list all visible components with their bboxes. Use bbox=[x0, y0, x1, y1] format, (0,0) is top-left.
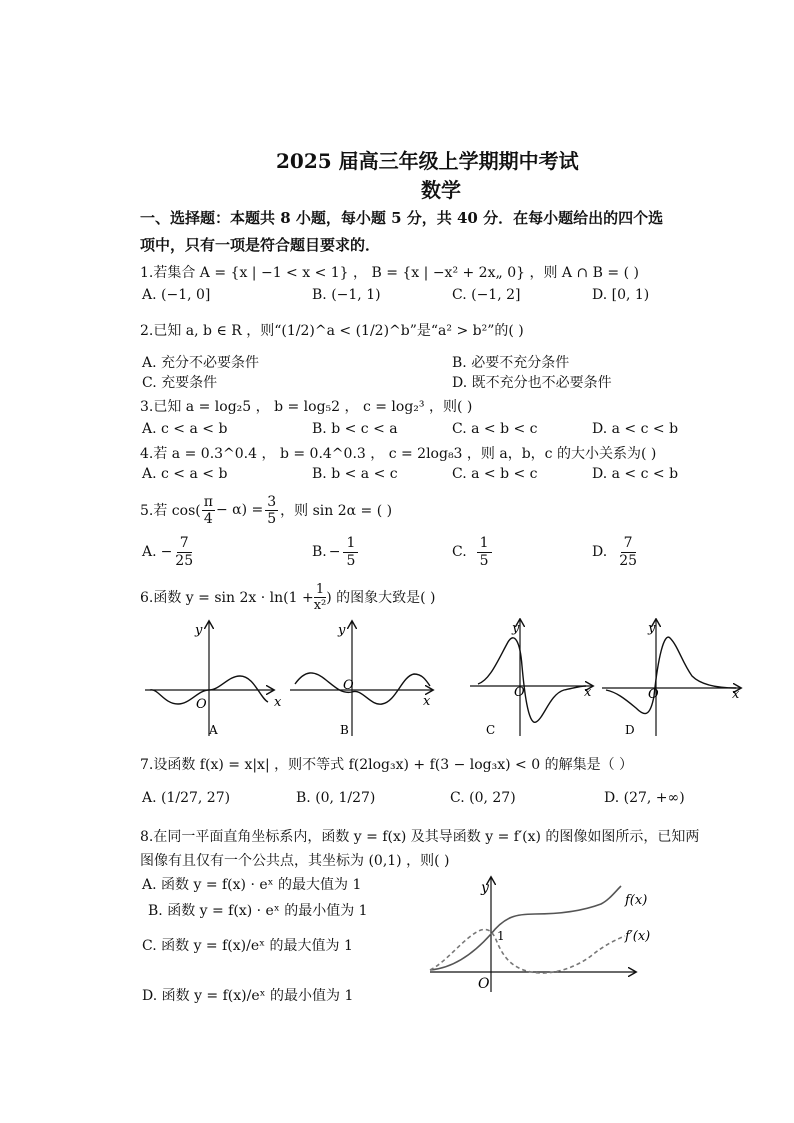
q6-frac-num: 1 bbox=[315, 581, 325, 597]
q6-a-origin: O bbox=[196, 697, 207, 712]
q6-d-y-label: y bbox=[648, 621, 656, 636]
q3-option-c: C. a < b < c bbox=[452, 421, 538, 437]
q6-stem bbox=[140, 578, 436, 616]
q5-option-c bbox=[452, 532, 492, 572]
q6-fraction bbox=[314, 582, 327, 613]
q6-stem-prefix: 6.函数 y = sin 2x · ln(1 + bbox=[140, 590, 314, 606]
q5-option-b-den: 5 bbox=[346, 552, 356, 569]
subject-title: 数学 bbox=[421, 178, 461, 202]
q5-stem-prefix: 5.若 cos( bbox=[140, 503, 201, 519]
q3-stem: 3.已知 a = log₂5 ， b = log₅2 ， c = log₂³ ，则( ) bbox=[140, 399, 473, 415]
q5-rhs-num: 3 bbox=[267, 493, 277, 510]
q5-option-d-num: 7 bbox=[621, 535, 636, 553]
q4-option-c: C. a < b < c bbox=[452, 466, 538, 482]
exam-title: 2025 届高三年级上学期期中考试 bbox=[276, 149, 579, 173]
q1-option-b: B. (−1, 1) bbox=[312, 287, 381, 303]
q6-stem-suffix: ) 的图象大致是( ) bbox=[326, 590, 436, 606]
section-heading-line1: 一、选择题：本题共 8 小题，每小题 5 分，共 40 分．在每小题给出的四个选 bbox=[140, 209, 664, 227]
q6-b-x-label: x bbox=[423, 694, 431, 709]
q4-stem: 4.若 a = 0.3^0.4 ， b = 0.4^0.3 ， c = 2log₈3 ，则 a，b，c 的大小关系为( ) bbox=[140, 446, 657, 462]
section-heading-line2: 项中，只有一项是符合题目要求的． bbox=[140, 236, 381, 254]
q4-option-a: A. c < a < b bbox=[142, 466, 228, 482]
q6-b-label: B bbox=[340, 723, 349, 737]
q6-d-label: D bbox=[625, 723, 635, 737]
q6-frac-den: x² bbox=[313, 597, 327, 613]
q1-option-d: D. [0, 1) bbox=[592, 287, 650, 303]
q6-graph-d bbox=[602, 620, 740, 737]
q1-option-a: A. (−1, 0] bbox=[142, 287, 211, 303]
q7-option-d: D. (27, +∞) bbox=[604, 790, 685, 806]
q5-option-a-num: 7 bbox=[177, 535, 192, 553]
q6-a-x-label: x bbox=[274, 695, 282, 710]
q5-option-a-den: 25 bbox=[175, 552, 194, 569]
q8-fprime-label: f′(x) bbox=[625, 929, 651, 944]
q5-option-a-sign: − bbox=[160, 544, 173, 560]
q5-option-c-label: C. bbox=[452, 544, 467, 560]
q5-rhs-den: 5 bbox=[267, 510, 277, 527]
q8-option-b: B. 函数 y = f(x) · eˣ 的最小值为 1 bbox=[148, 903, 368, 919]
q5-stem bbox=[140, 490, 392, 530]
q5-option-d-fraction bbox=[619, 535, 637, 570]
q8-point-label: 1 bbox=[497, 929, 505, 943]
q7-option-a: A. (1/27, 27) bbox=[142, 790, 231, 806]
q4-option-d: D. a < c < b bbox=[592, 466, 679, 482]
q5-frac-den: 4 bbox=[203, 510, 213, 527]
q8-curve-f bbox=[430, 886, 621, 970]
q3-option-a: A. c < a < b bbox=[142, 421, 228, 437]
q5-option-c-fraction bbox=[477, 535, 492, 570]
q5-frac-num: π bbox=[203, 493, 213, 510]
q5-option-b-label: B. bbox=[312, 544, 327, 560]
q2-option-d: D. 既不充分也不必要条件 bbox=[452, 375, 612, 391]
q8-stem-line2: 图像有且仅有一个公共点，其坐标为 (0,1) ，则( ) bbox=[140, 853, 450, 869]
q5-option-c-num: 1 bbox=[477, 535, 492, 553]
q6-graph-a bbox=[145, 622, 282, 737]
q2-option-b: B. 必要不充分条件 bbox=[452, 355, 570, 371]
q6-c-origin: O bbox=[514, 685, 525, 700]
q5-option-d bbox=[592, 532, 637, 572]
q6-graphs bbox=[140, 618, 790, 743]
q5-option-a-fraction bbox=[175, 535, 193, 570]
q8-stem-line1: 8.在同一平面直角坐标系内，函数 y = f(x) 及其导函数 y = f′(x) 的图像如图所示，已知两 bbox=[140, 829, 700, 845]
q5-option-d-label: D. bbox=[592, 544, 608, 560]
q5-fraction-3-over-5 bbox=[265, 494, 278, 527]
q5-stem-mid: − α) = bbox=[215, 502, 264, 518]
q8-option-d: D. 函数 y = f(x)/eˣ 的最小值为 1 bbox=[142, 988, 354, 1004]
q8-y-label: y bbox=[481, 880, 489, 896]
q7-option-b: B. (0, 1/27) bbox=[296, 790, 376, 806]
q8-curve-fprime bbox=[430, 930, 625, 974]
q8-option-a: A. 函数 y = f(x) · eˣ 的最大值为 1 bbox=[142, 877, 362, 893]
q5-option-b-sign: − bbox=[328, 544, 341, 560]
q8-option-c: C. 函数 y = f(x)/eˣ 的最大值为 1 bbox=[142, 938, 353, 954]
q5-option-c-den: 5 bbox=[479, 552, 489, 569]
q6-graph-b bbox=[290, 622, 432, 737]
q5-option-a-label: A. bbox=[142, 544, 157, 560]
q5-option-d-den: 25 bbox=[619, 552, 638, 569]
q6-a-y-label: y bbox=[195, 623, 203, 638]
q5-stem-suffix: ，则 sin 2α = ( ) bbox=[280, 503, 393, 519]
q1-stem: 1.若集合 A = {x | −1 < x < 1} ， B = {x | −x² + 2x„ 0} ，则 A ∩ B = ( ) bbox=[140, 265, 639, 281]
q2-option-a: A. 充分不必要条件 bbox=[142, 355, 260, 371]
q5-fraction-pi-over-4 bbox=[202, 494, 215, 527]
q6-b-y-label: y bbox=[338, 623, 346, 638]
q5-option-b-fraction bbox=[343, 535, 358, 570]
q6-graph-c bbox=[470, 620, 592, 737]
q6-c-x-label: x bbox=[584, 685, 592, 700]
q3-option-d: D. a < c < b bbox=[592, 421, 679, 437]
q2-option-c: C. 充要条件 bbox=[142, 375, 218, 391]
q6-b-origin: O bbox=[343, 678, 354, 693]
q6-c-y-label: y bbox=[512, 621, 520, 636]
q3-option-b: B. b < c < a bbox=[312, 421, 398, 437]
q4-option-b: B. b < a < c bbox=[312, 466, 398, 482]
q6-a-label: A bbox=[209, 723, 218, 737]
q5-option-a bbox=[142, 532, 193, 572]
q5-option-b-num: 1 bbox=[343, 535, 358, 553]
q8-f-label: f(x) bbox=[625, 893, 648, 908]
q6-d-x-label: x bbox=[732, 687, 740, 702]
q6-d-origin: O bbox=[648, 687, 659, 702]
q8-origin: O bbox=[478, 976, 490, 992]
q7-stem: 7.设函数 f(x) = x|x| ，则不等式 f(2log₃x) + f(3 − log₃x) < 0 的解集是（ ） bbox=[140, 757, 634, 773]
q7-option-c: C. (0, 27) bbox=[450, 790, 516, 806]
q2-stem: 2.已知 a, b ∈ R ，则“(1/2)^a < (1/2)^b”是“a² > b²”的( ) bbox=[140, 323, 524, 339]
q6-c-label: C bbox=[486, 723, 496, 737]
q5-option-b bbox=[312, 532, 358, 572]
q1-option-c: C. (−1, 2] bbox=[452, 287, 521, 303]
q8-graph bbox=[425, 872, 675, 1002]
